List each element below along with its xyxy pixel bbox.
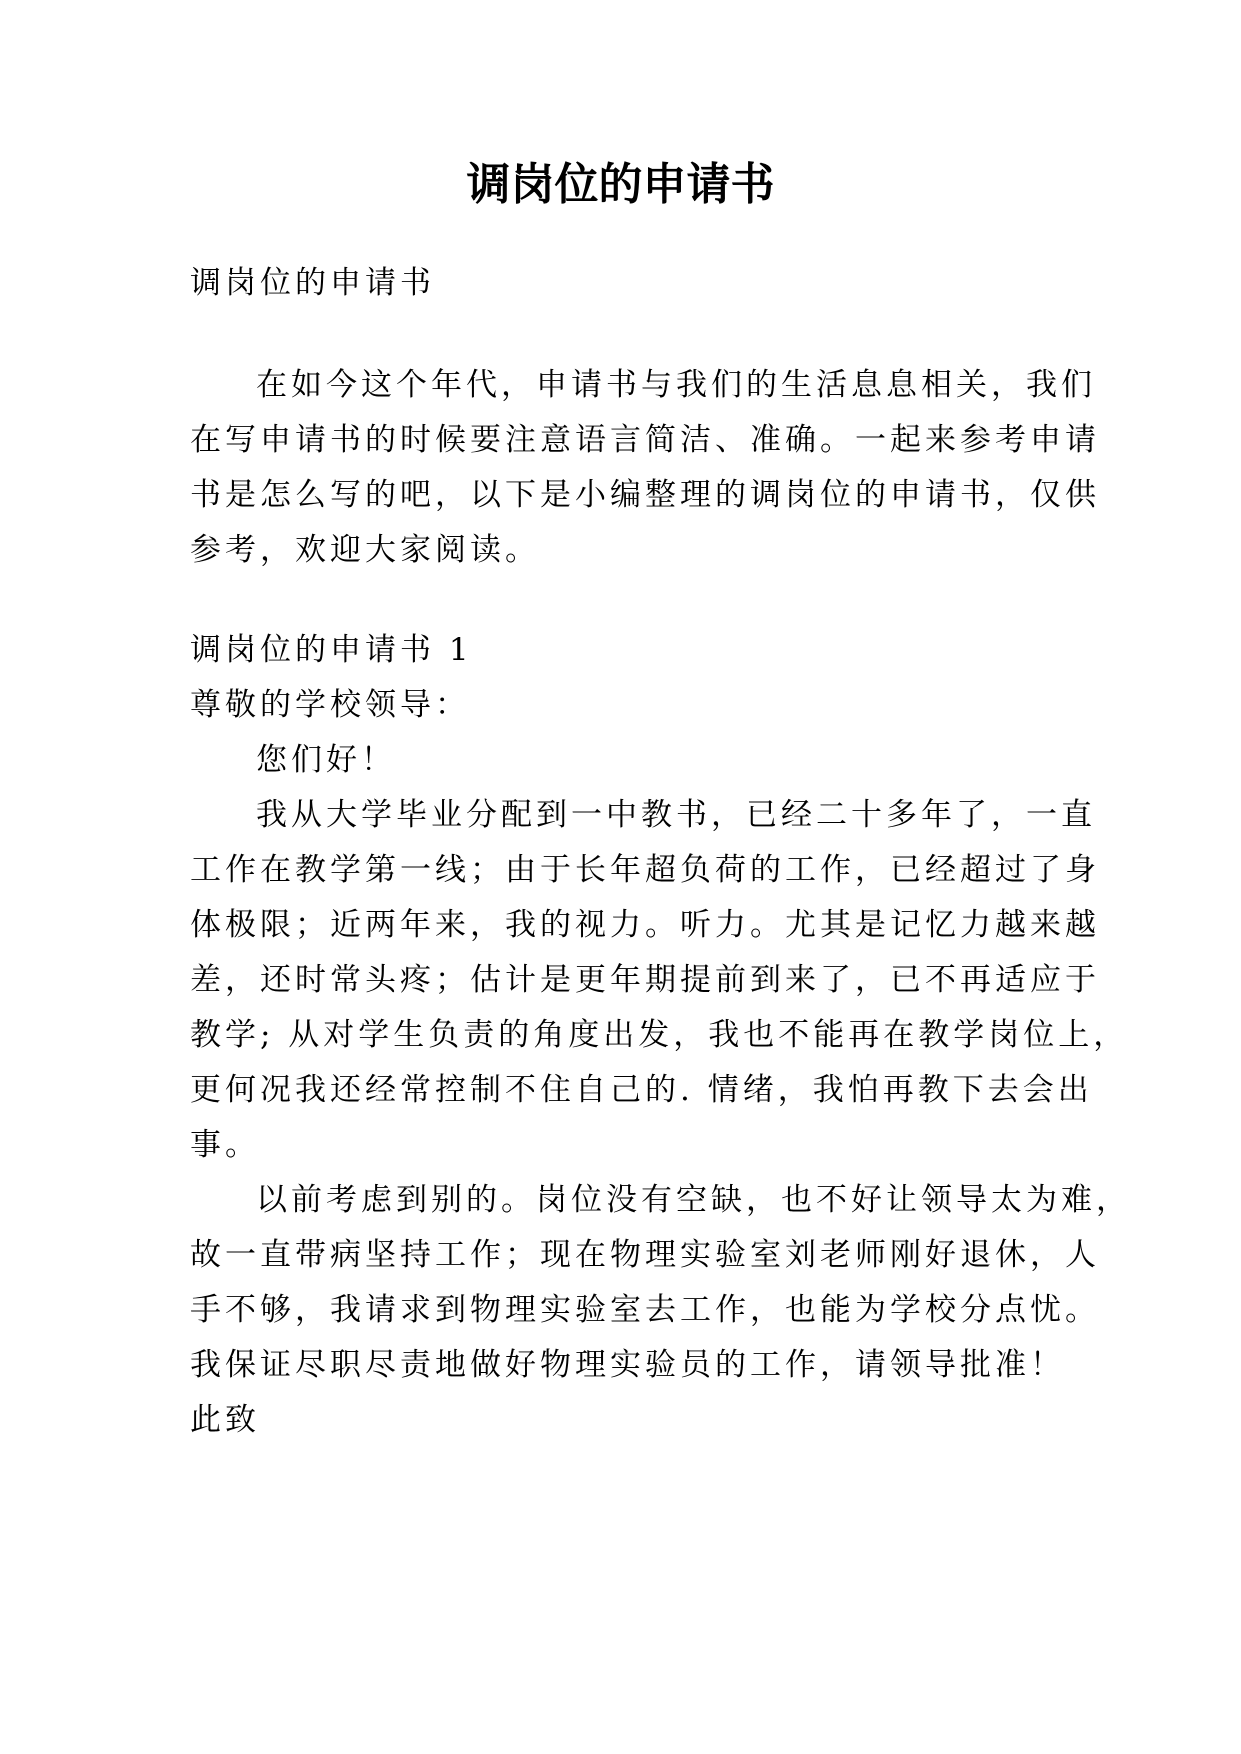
paragraph-line: 工作在教学第一线；由于长年超负荷的工作，已经超过了身	[190, 852, 1100, 888]
paragraph-line: 故一直带病坚持工作；现在物理实验室刘老师刚好退休，人	[190, 1237, 1100, 1273]
paragraph-line: 以前考虑到别的。岗位没有空缺，也不好让领导太为难，	[256, 1182, 1131, 1218]
paragraph-line: 事。	[190, 1127, 260, 1163]
paragraph-line: 差，还时常头疼；估计是更年期提前到来了，已不再适应于	[190, 962, 1100, 998]
greeting: 您们好！	[256, 742, 396, 778]
paragraph-line: 我从大学毕业分配到一中教书，已经二十多年了，一直	[256, 797, 1096, 833]
salutation: 尊敬的学校领导：	[190, 687, 470, 723]
section-heading: 调岗位的申请书 1	[190, 632, 473, 668]
document-title: 调岗位的申请书	[466, 159, 775, 210]
intro-line: 在如今这个年代，申请书与我们的生活息息相关，我们	[256, 367, 1096, 403]
paragraph-line: 教学; 从对学生负责的角度出发，我也不能再在教学岗位上，	[190, 1017, 1129, 1053]
document-subtitle: 调岗位的申请书	[190, 265, 435, 301]
intro-line: 在写申请书的时候要注意语言简洁、准确。一起来参考申请	[190, 422, 1100, 458]
intro-line: 书是怎么写的吧，以下是小编整理的调岗位的申请书，仅供	[190, 477, 1100, 513]
paragraph-line: 手不够，我请求到物理实验室去工作，也能为学校分点忧。	[190, 1292, 1100, 1328]
paragraph-line: 体极限；近两年来，我的视力。听力。尤其是记忆力越来越	[190, 907, 1100, 943]
intro-line: 参考，欢迎大家阅读。	[190, 532, 540, 568]
paragraph-line: 我保证尽职尽责地做好物理实验员的工作，请领导批准！	[190, 1347, 1065, 1383]
paragraph-line: 更何况我还经常控制不住自己的. 情绪，我怕再教下去会出	[190, 1072, 1093, 1108]
closing: 此致	[190, 1402, 260, 1438]
